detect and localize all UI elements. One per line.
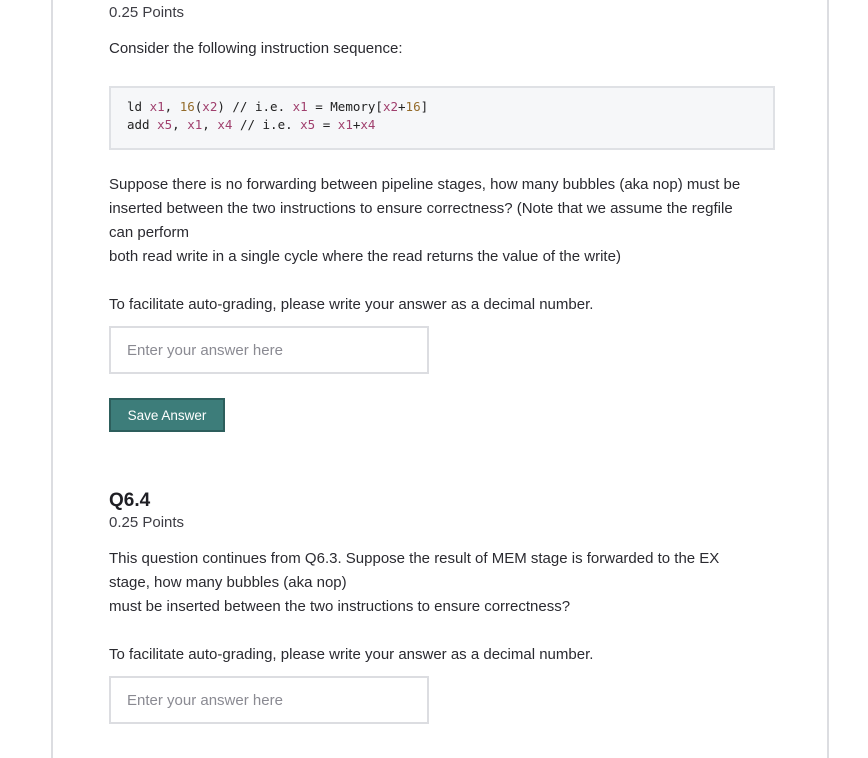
q63-answer-input[interactable] xyxy=(109,326,429,374)
q63-points: 0.25 Points xyxy=(109,4,185,21)
q64-question-line: stage, how many bubbles (aka nop) xyxy=(109,574,347,591)
code-token: , xyxy=(202,117,218,132)
code-token: 16 xyxy=(179,99,195,114)
q63-question-line: can perform xyxy=(109,224,190,241)
code-token: x5 xyxy=(157,117,173,132)
code-token: x1 xyxy=(187,117,203,132)
q63-question-line: inserted between the two instructions to ensure correctness? (Note that we assume the regfile xyxy=(109,200,733,217)
q64-question xyxy=(109,547,779,619)
q64-question-line: This question continues from Q6.3. Suppose the result of MEM stage is forwarded to the EX xyxy=(109,550,720,567)
code-token: x1 xyxy=(292,99,308,114)
code-token: 16 xyxy=(405,99,421,114)
code-token: x4 xyxy=(360,117,376,132)
code-token: ld xyxy=(127,99,150,114)
q63-question-line: both read write in a single cycle where the read returns the value of the write) xyxy=(109,248,621,265)
q64-question-line: must be inserted between the two instructions to ensure correctness? xyxy=(109,598,571,615)
code-token: + xyxy=(352,117,361,132)
code-token: add xyxy=(127,117,158,132)
code-token: x1 xyxy=(337,117,353,132)
code-token: + xyxy=(398,99,406,114)
q63-intro: Consider the following instruction sequence: xyxy=(109,40,403,57)
q63-question xyxy=(109,173,779,269)
q64-answer-input[interactable] xyxy=(109,676,429,724)
q63-instruction: To facilitate auto-grading, please write your answer as a decimal number. xyxy=(109,296,594,313)
q63-question-line: Suppose there is no forwarding between pipeline stages, how many bubbles (aka nop) must be xyxy=(109,176,741,193)
code-token: x1 xyxy=(149,99,165,114)
code-line-1 xyxy=(127,98,757,116)
code-token: ( xyxy=(194,99,203,114)
code-token: ] xyxy=(420,99,429,114)
q64-instruction: To facilitate auto-grading, please write your answer as a decimal number. xyxy=(109,646,594,663)
code-token: x2 xyxy=(202,99,218,114)
code-token: = Memory[ xyxy=(307,99,383,114)
q64-points: 0.25 Points xyxy=(109,514,185,531)
code-token: , xyxy=(164,99,180,114)
code-token: , xyxy=(172,117,188,132)
code-token: x4 xyxy=(217,117,233,132)
save-answer-button[interactable]: Save Answer xyxy=(109,398,225,432)
q63-code-block xyxy=(109,86,775,150)
code-token: x5 xyxy=(300,117,316,132)
question-card xyxy=(51,0,829,758)
q64-title: Q6.4 xyxy=(109,490,151,511)
code-token: ) // i.e. xyxy=(217,99,293,114)
code-token: x2 xyxy=(382,99,399,114)
code-token: = xyxy=(315,117,338,132)
code-token: // i.e. xyxy=(232,117,301,132)
code-line-2 xyxy=(127,116,757,134)
